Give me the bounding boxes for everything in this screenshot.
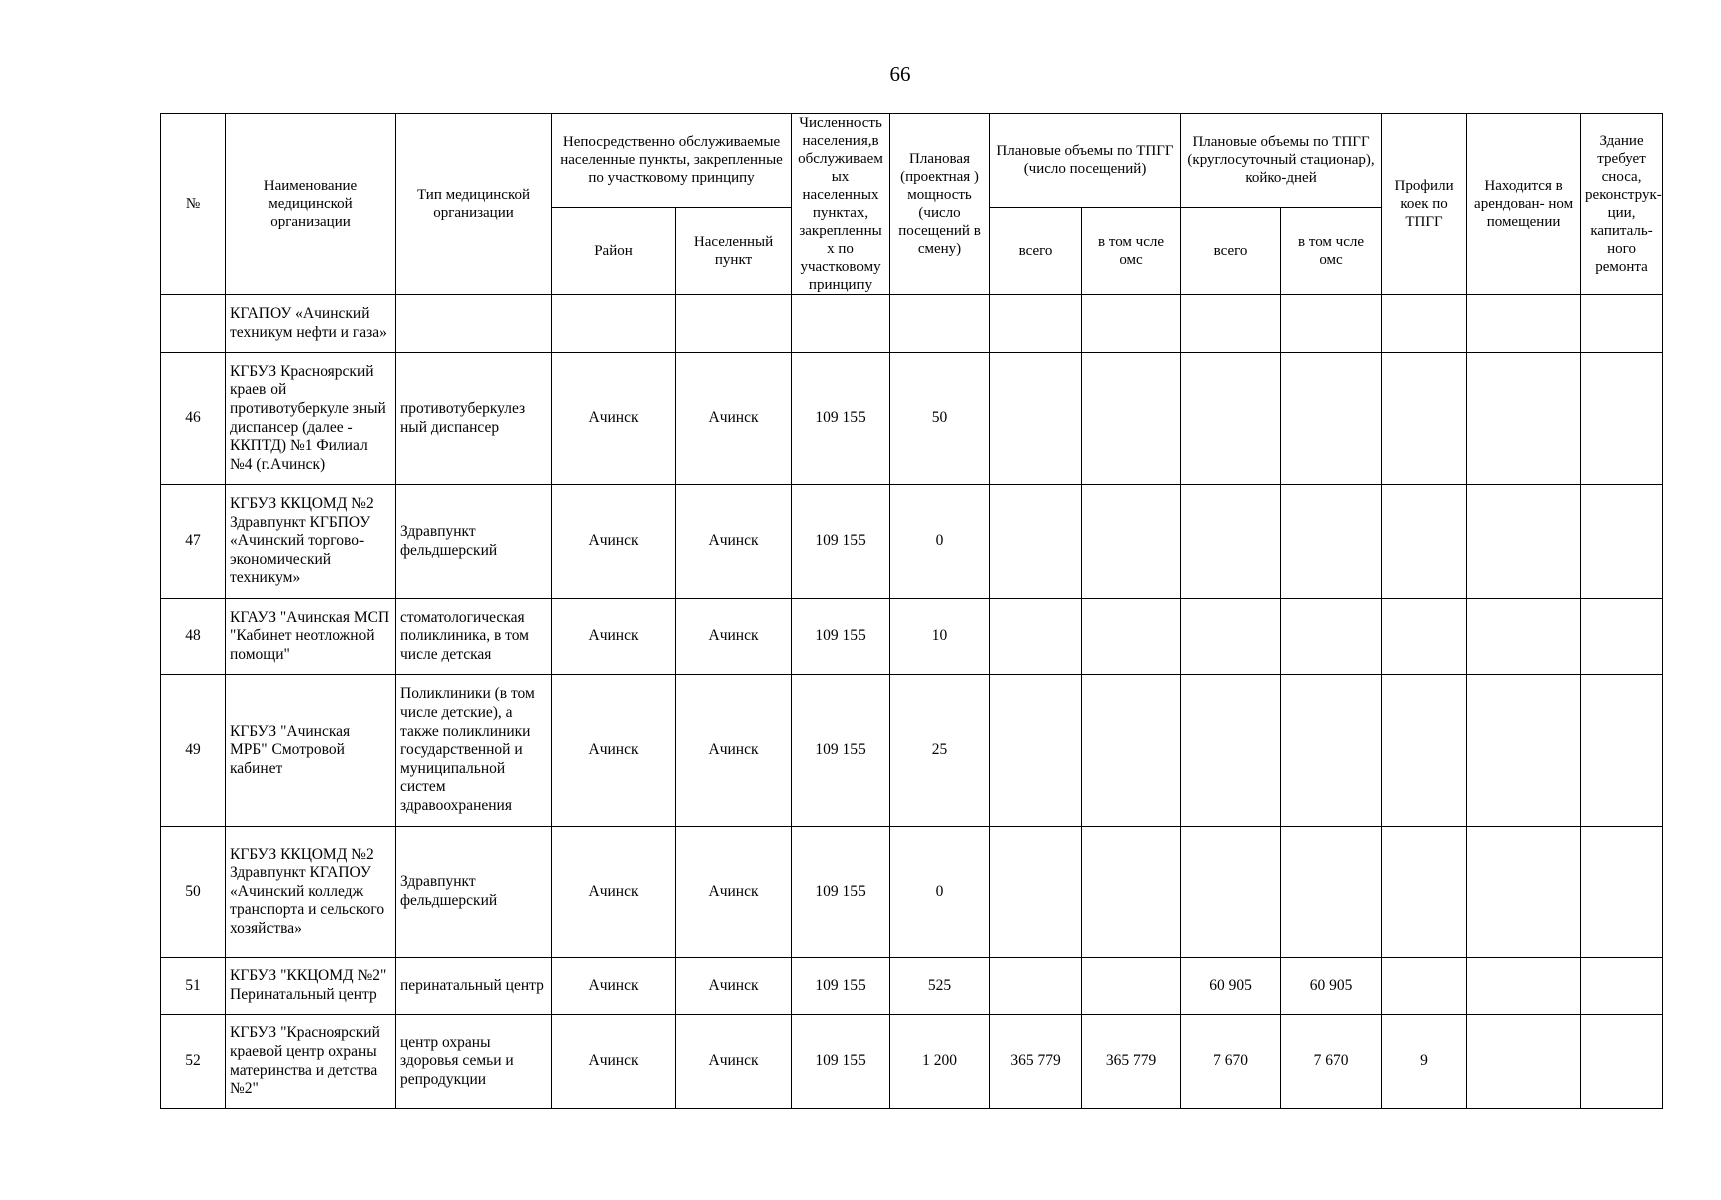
cell-capacity: 10 [890, 599, 990, 675]
cell-population: 109 155 [792, 1015, 890, 1109]
cell-name: КГБУЗ Красноярский краев ой противотуберкуле зный диспансер (далее - ККПТД) №1 Филиал №4 (г.Ачинск) [226, 353, 396, 485]
cell-rented [1467, 295, 1581, 353]
table-row [161, 1015, 1663, 1109]
cell-visits-total [990, 675, 1082, 827]
cell-visits-oms [1082, 827, 1181, 958]
cell-rented [1467, 827, 1581, 958]
cell-visits-total [990, 958, 1082, 1015]
cell-type: Поликлиники (в том числе детские), а также поликлиники государственной и муниципальной систем здравоохранения [396, 675, 552, 827]
cell-population: 109 155 [792, 675, 890, 827]
table-row [161, 827, 1663, 958]
cell-profiles [1382, 599, 1467, 675]
cell-visits-total [990, 353, 1082, 485]
cell-num: 47 [161, 485, 226, 599]
page-number: 66 [889, 62, 911, 86]
cell-type: перинатальный центр [396, 958, 552, 1015]
cell-rented [1467, 353, 1581, 485]
table-row [161, 295, 1663, 353]
header-demolition: Здание требует сноса, реконструк- ции, капиталь- ного ремонта [1581, 114, 1663, 295]
cell-type [396, 295, 552, 353]
cell-population: 109 155 [792, 958, 890, 1015]
medical-organizations-table [160, 113, 1663, 1109]
cell-population: 109 155 [792, 485, 890, 599]
cell-population [792, 295, 890, 353]
cell-district: Ачинск [552, 353, 676, 485]
cell-demolition [1581, 295, 1663, 353]
cell-profiles [1382, 675, 1467, 827]
cell-locality: Ачинск [676, 353, 792, 485]
header-num: № [161, 114, 226, 295]
cell-beds-total [1181, 485, 1281, 599]
cell-visits-total [990, 599, 1082, 675]
cell-type: стоматологическая поликлиника, в том числе детская [396, 599, 552, 675]
cell-demolition [1581, 675, 1663, 827]
cell-beds-oms [1281, 675, 1382, 827]
header-profiles: Профили коек по ТПГГ [1382, 114, 1467, 295]
cell-visits-total [990, 485, 1082, 599]
header-beds-oms: в том чсле омс [1281, 207, 1382, 294]
cell-type: центр охраны здоровья семьи и репродукции [396, 1015, 552, 1109]
cell-visits-oms [1082, 485, 1181, 599]
cell-name: КГБУЗ ККЦОМД №2 Здравпункт КГБПОУ «Ачинский торгово- экономический техникум» [226, 485, 396, 599]
cell-demolition [1581, 599, 1663, 675]
cell-profiles [1382, 485, 1467, 599]
cell-capacity: 50 [890, 353, 990, 485]
cell-demolition [1581, 353, 1663, 485]
table-row [161, 599, 1663, 675]
cell-beds-oms [1281, 827, 1382, 958]
cell-name: КГАУЗ "Ачинская МСП "Кабинет неотложной помощи" [226, 599, 396, 675]
cell-demolition [1581, 827, 1663, 958]
cell-district: Ачинск [552, 599, 676, 675]
cell-rented [1467, 1015, 1581, 1109]
cell-profiles: 9 [1382, 1015, 1467, 1109]
cell-demolition [1581, 1015, 1663, 1109]
cell-demolition [1581, 958, 1663, 1015]
cell-name: КГБУЗ "ККЦОМД №2" Перинатальный центр [226, 958, 396, 1015]
cell-num: 50 [161, 827, 226, 958]
cell-visits-total [990, 827, 1082, 958]
cell-profiles [1382, 958, 1467, 1015]
cell-population: 109 155 [792, 599, 890, 675]
cell-locality: Ачинск [676, 485, 792, 599]
cell-beds-total [1181, 599, 1281, 675]
cell-rented [1467, 599, 1581, 675]
header-beds: Плановые объемы по ТПГГ (круглосуточный стационар), койко-дней [1181, 114, 1382, 208]
cell-beds-oms [1281, 353, 1382, 485]
cell-beds-total: 60 905 [1181, 958, 1281, 1015]
cell-district [552, 295, 676, 353]
cell-beds-oms: 7 670 [1281, 1015, 1382, 1109]
cell-district: Ачинск [552, 485, 676, 599]
header-type: Тип медицинской организации [396, 114, 552, 295]
cell-visits-oms [1082, 295, 1181, 353]
cell-capacity [890, 295, 990, 353]
cell-visits-total: 365 779 [990, 1015, 1082, 1109]
cell-visits-oms [1082, 599, 1181, 675]
cell-num: 49 [161, 675, 226, 827]
cell-district: Ачинск [552, 1015, 676, 1109]
cell-visits-oms [1082, 353, 1181, 485]
cell-visits-total [990, 295, 1082, 353]
table-row [161, 675, 1663, 827]
table-body [161, 295, 1663, 1109]
header-capacity: Плановая (проектная ) мощность (число посещений в смену) [890, 114, 990, 295]
table-row [161, 485, 1663, 599]
cell-profiles [1382, 295, 1467, 353]
cell-rented [1467, 675, 1581, 827]
cell-type: Здравпункт фельдшерский [396, 827, 552, 958]
header-served: Непосредственно обслуживаемые населенные пункты, закрепленные по участковому принципу [552, 114, 792, 208]
cell-locality: Ачинск [676, 827, 792, 958]
cell-district: Ачинск [552, 827, 676, 958]
header-visits: Плановые объемы по ТПГГ (число посещений) [990, 114, 1181, 208]
header-visits-oms: в том чсле омс [1082, 207, 1181, 294]
cell-capacity: 1 200 [890, 1015, 990, 1109]
cell-beds-oms [1281, 485, 1382, 599]
header-beds-total: всего [1181, 207, 1281, 294]
cell-type: противотуберкулез ный диспансер [396, 353, 552, 485]
cell-num: 51 [161, 958, 226, 1015]
cell-capacity: 25 [890, 675, 990, 827]
cell-beds-oms [1281, 599, 1382, 675]
cell-name: КГБУЗ "Красноярский краевой центр охраны материнства и детства №2" [226, 1015, 396, 1109]
cell-population: 109 155 [792, 353, 890, 485]
header-visits-total: всего [990, 207, 1082, 294]
cell-name: КГАПОУ «Ачинский техникум нефти и газа» [226, 295, 396, 353]
cell-locality: Ачинск [676, 675, 792, 827]
cell-locality [676, 295, 792, 353]
cell-beds-total [1181, 675, 1281, 827]
cell-capacity: 0 [890, 827, 990, 958]
cell-name: КГБУЗ "Ачинская МРБ" Смотровой кабинет [226, 675, 396, 827]
cell-profiles [1382, 353, 1467, 485]
header-district: Район [552, 207, 676, 294]
cell-district: Ачинск [552, 675, 676, 827]
cell-capacity: 0 [890, 485, 990, 599]
cell-type: Здравпункт фельдшерский [396, 485, 552, 599]
header-population: Численность населения,в обслуживаем ых населенных пунктах, закрепленны х по участковому принципу [792, 114, 890, 295]
cell-district: Ачинск [552, 958, 676, 1015]
cell-rented [1467, 958, 1581, 1015]
cell-visits-oms [1082, 675, 1181, 827]
cell-visits-oms [1082, 958, 1181, 1015]
cell-beds-total [1181, 353, 1281, 485]
header-locality: Населенный пункт [676, 207, 792, 294]
cell-locality: Ачинск [676, 958, 792, 1015]
table-row [161, 958, 1663, 1015]
header-rented: Находится в арендован- ном помещении [1467, 114, 1581, 295]
table-header [161, 114, 1663, 295]
cell-rented [1467, 485, 1581, 599]
cell-locality: Ачинск [676, 1015, 792, 1109]
cell-num: 46 [161, 353, 226, 485]
cell-beds-total [1181, 295, 1281, 353]
cell-num: 48 [161, 599, 226, 675]
cell-num: 52 [161, 1015, 226, 1109]
cell-visits-oms: 365 779 [1082, 1015, 1181, 1109]
cell-beds-oms: 60 905 [1281, 958, 1382, 1015]
cell-name: КГБУЗ ККЦОМД №2 Здравпункт КГАПОУ «Ачинский колледж транспорта и сельского хозяйства» [226, 827, 396, 958]
cell-beds-total [1181, 827, 1281, 958]
cell-beds-oms [1281, 295, 1382, 353]
header-name: Наименование медицинской организации [226, 114, 396, 295]
cell-capacity: 525 [890, 958, 990, 1015]
cell-locality: Ачинск [676, 599, 792, 675]
table-row [161, 353, 1663, 485]
cell-beds-total: 7 670 [1181, 1015, 1281, 1109]
cell-demolition [1581, 485, 1663, 599]
cell-num [161, 295, 226, 353]
cell-profiles [1382, 827, 1467, 958]
cell-population: 109 155 [792, 827, 890, 958]
